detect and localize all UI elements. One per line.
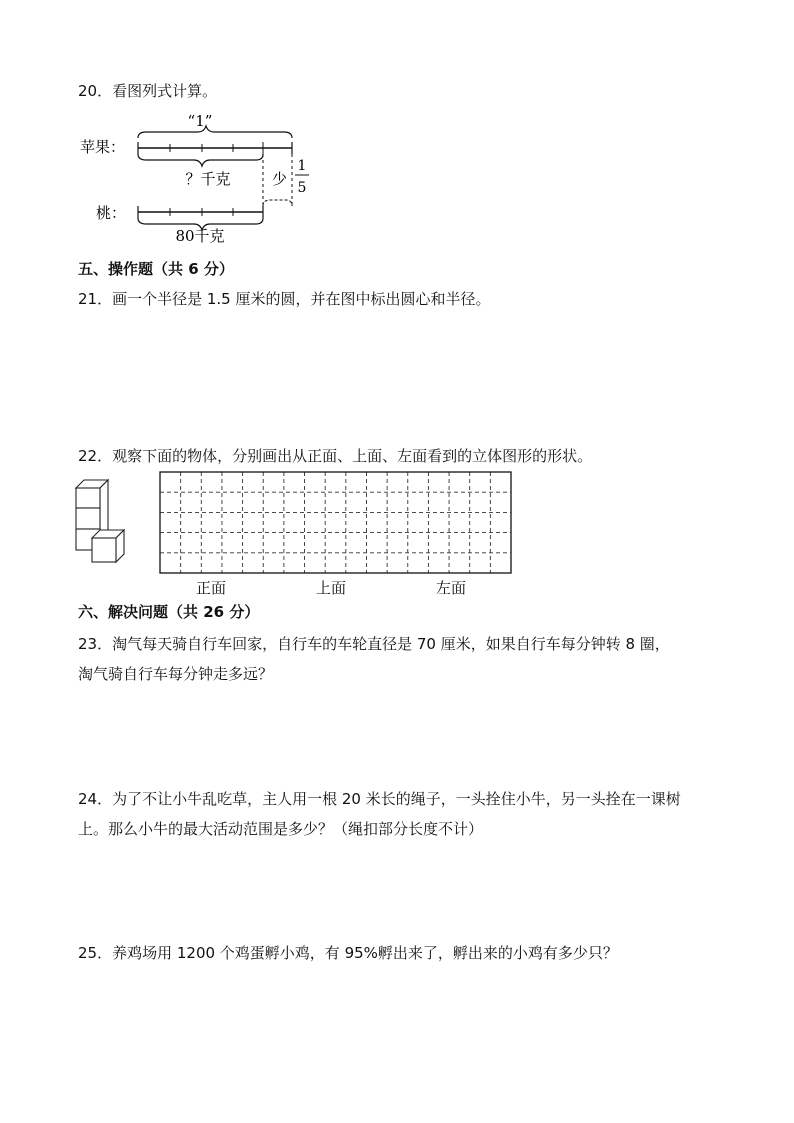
q20-diagram — [76, 108, 316, 248]
apple-label: 苹果： — [80, 138, 126, 156]
apple-top-brace — [138, 126, 292, 138]
one-label: “1” — [187, 112, 213, 130]
less-label: 少 — [272, 170, 288, 188]
q24-line1: 24．为了不让小牛乱吃草，主人用一根 20 米长的绳子，一头拴住小牛，另一头拴在一课树 — [78, 790, 681, 808]
label-top: 上面 — [316, 579, 347, 597]
section6-title: 六、解决问题（共 26 分） — [78, 603, 260, 621]
drawing-grid — [159, 471, 513, 577]
label-front: 正面 — [196, 579, 227, 597]
label-left: 左面 — [436, 579, 467, 597]
apple-bottom-brace — [138, 154, 263, 166]
fraction-numerator: 1 — [297, 158, 307, 174]
section5-title: 五、操作题（共 6 分） — [78, 260, 234, 278]
q23-line1: 23．淘气每天骑自行车回家，自行车的车轮直径是 70 厘米，如果自行车每分钟转 8 圈， — [78, 635, 670, 653]
cube-figure — [74, 478, 136, 570]
q21-text: 21．画一个半径是 1.5 厘米的圆，并在图中标出圆心和半径。 — [78, 290, 491, 308]
q22-text: 22．观察下面的物体，分别画出从正面、上面、左面看到的立体图形的形状。 — [78, 447, 593, 465]
q24-line2: 上。那么小牛的最大活动范围是多少？（绳扣部分长度不计） — [78, 820, 484, 838]
q20-title: 20．看图列式计算。 — [78, 82, 218, 100]
q25-text: 25．养鸡场用 1200 个鸡蛋孵小鸡，有 95%孵出来了，孵出来的小鸡有多少只？ — [78, 944, 618, 962]
fraction-denominator: 5 — [297, 180, 307, 196]
unknown-label: ？千克 — [185, 170, 231, 188]
peach-label: 桃： — [96, 204, 127, 222]
peach-value-label: 80千克 — [175, 227, 225, 245]
q23-line2: 淘气骑自行车每分钟走多远？ — [78, 665, 274, 683]
